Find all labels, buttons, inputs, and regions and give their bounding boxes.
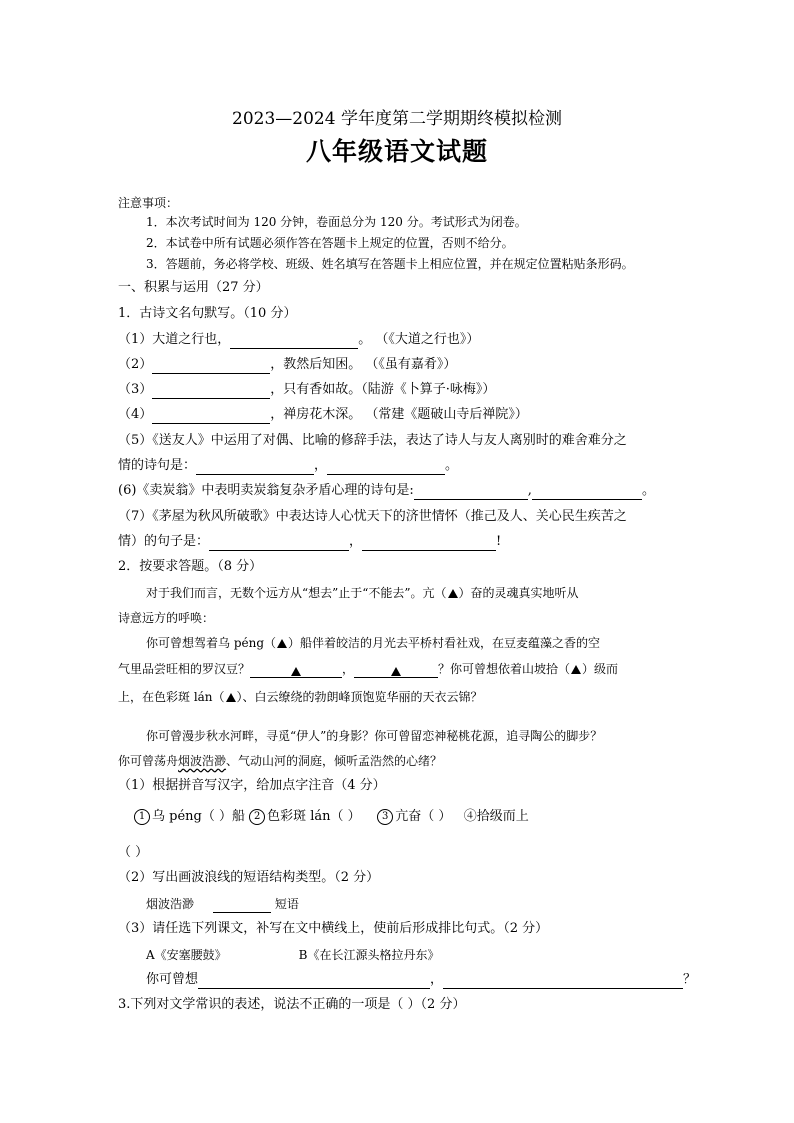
q2-passage-line: 气里品尝旺相的罗汉豆？ ， ？你可曾想依着山坡拾（ ）级而 xyxy=(118,662,619,676)
q1-sentence-4: （4） ，禅房花木深。 （常建《题破山寺后禅院》） xyxy=(118,407,528,422)
section-heading: 一、积累与运用（27 分） xyxy=(118,280,269,295)
q2-sub3-options: A《安塞腰鼓》 B《在长江源头格拉丹东》 xyxy=(146,948,440,962)
answer-blank[interactable] xyxy=(213,898,271,913)
q1-sentence-5-line1: （5）《送友人》中运用了对偶、比喻的修辞手法，表达了诗人与友人离别时的难舍难分之 xyxy=(118,433,627,448)
notice-item-3: 3．答题前，务必将学校、班级、姓名填写在答题卡上相应位置，并在规定位置粘贴条形码。 xyxy=(146,257,634,271)
triangle-icon xyxy=(391,667,401,676)
q1-sentence-1: （1）大道之行也， 。 （《大道之行也》） xyxy=(118,332,480,347)
q2-passage-line: 对于我们而言，无数个远方从“想去”止于“不能去”。亢（ ）奋的灵魂真实地听从 xyxy=(146,586,579,600)
question-2-heading: 2．按要求答题。（8 分） xyxy=(118,559,263,574)
answer-blank[interactable] xyxy=(362,536,496,551)
answer-blank[interactable] xyxy=(327,460,445,475)
answer-blank[interactable] xyxy=(152,384,270,399)
circle-number-2-icon: 2 xyxy=(249,809,265,825)
q1-sentence-6: (6)《卖炭翁》中表明卖炭翁复杂矛盾心理的诗句是: , 。 xyxy=(118,483,655,498)
answer-blank[interactable] xyxy=(198,974,430,989)
answer-blank[interactable] xyxy=(209,536,349,551)
question-3-heading: 3.下列对文学常识的表述，说法不正确的一项是（ ）（2 分） xyxy=(118,997,466,1012)
answer-blank[interactable] xyxy=(250,662,342,678)
triangle-icon xyxy=(448,589,458,598)
answer-blank[interactable] xyxy=(443,974,683,989)
q1-sentence-7-line2: 情）的句子是： ， ! xyxy=(118,534,502,549)
answer-blank[interactable] xyxy=(532,485,642,500)
q1-sentence-5-line2: 情的诗句是： ， 。 xyxy=(118,458,459,473)
exam-title: 2023—2024 学年度第二学期期终模拟检测 xyxy=(232,109,562,129)
q2-sub3-heading: （3）请任选下列课文，补写在文中横线上，使前后形成排比句式。（2 分） xyxy=(118,921,549,936)
q2-passage-line: 你可曾荡舟烟波浩渺、气动山河的洞庭，倾听孟浩然的心绪？ xyxy=(118,754,443,768)
notice-item-1: 1．本次考试时间为 120 分钟，卷面总分为 120 分。考试形式为闭卷。 xyxy=(146,215,527,229)
q2-sub2-answer: 烟波浩渺 短语 xyxy=(146,897,299,911)
exam-subtitle: 八年级语文试题 xyxy=(305,137,488,166)
q2-sub1-items: 1 乌 péng（ ）船 2 色彩斑 lán（ ） 3 亢奋（ ） ④拾级而上 xyxy=(134,808,529,826)
answer-blank[interactable] xyxy=(196,460,314,475)
answer-blank[interactable] xyxy=(152,359,270,374)
q2-passage-line: 你可曾想驾着乌 péng（ ）船伴着皎洁的月光去平桥村看社戏，在豆麦蕴藻之香的空 xyxy=(146,636,601,650)
q2-passage-line: 上，在色彩斑 lán（ ）、白云缭绕的勃朗峰顶饱览华丽的天衣云锦？ xyxy=(118,690,483,704)
answer-blank[interactable] xyxy=(230,334,358,349)
q2-sub2-heading: （2）写出画波浪线的短语结构类型。（2 分） xyxy=(118,870,380,885)
q1-sentence-2: （2） ，教然后知困。 （《虽有嘉肴》） xyxy=(118,357,457,372)
answer-blank[interactable] xyxy=(354,662,438,678)
triangle-icon xyxy=(277,639,287,648)
q1-sentence-7-line1: （7）《茅屋为秋风所破歌》中表达诗人心忧天下的济世情怀（推己及人、关心民生疾苦之 xyxy=(118,509,627,524)
triangle-icon xyxy=(226,693,236,702)
answer-blank[interactable] xyxy=(414,485,528,500)
question-1-heading: 1．古诗文名句默写。（10 分） xyxy=(118,306,297,321)
notice-heading: 注意事项： xyxy=(118,196,179,210)
q2-sub1-paren: （ ） xyxy=(118,845,149,860)
q2-passage-line: 诗意远方的呼唤： xyxy=(118,611,215,625)
q1-sentence-3: （3） ，只有香如故。（陆游《卜算子·咏梅》） xyxy=(118,382,496,397)
circle-number-1-icon: 1 xyxy=(134,809,150,825)
notice-item-2: 2．本试卷中所有试题必须作答在答题卡上规定的位置，否则不给分。 xyxy=(146,236,514,250)
q2-passage-line: 你可曾漫步秋水河畔，寻觅“伊人”的身影？你可曾留恋神秘桃花源，追寻陶公的脚步？ xyxy=(146,729,603,743)
triangle-icon xyxy=(571,665,581,674)
q2-sub1-heading: （1）根据拼音写汉字，给加点字注音（4 分） xyxy=(118,778,386,793)
circle-number-3-icon: 3 xyxy=(377,809,393,825)
answer-blank[interactable] xyxy=(152,409,270,424)
triangle-icon xyxy=(291,667,301,676)
q2-sub3-answer: 你可曾想 ， ？ xyxy=(146,972,697,987)
